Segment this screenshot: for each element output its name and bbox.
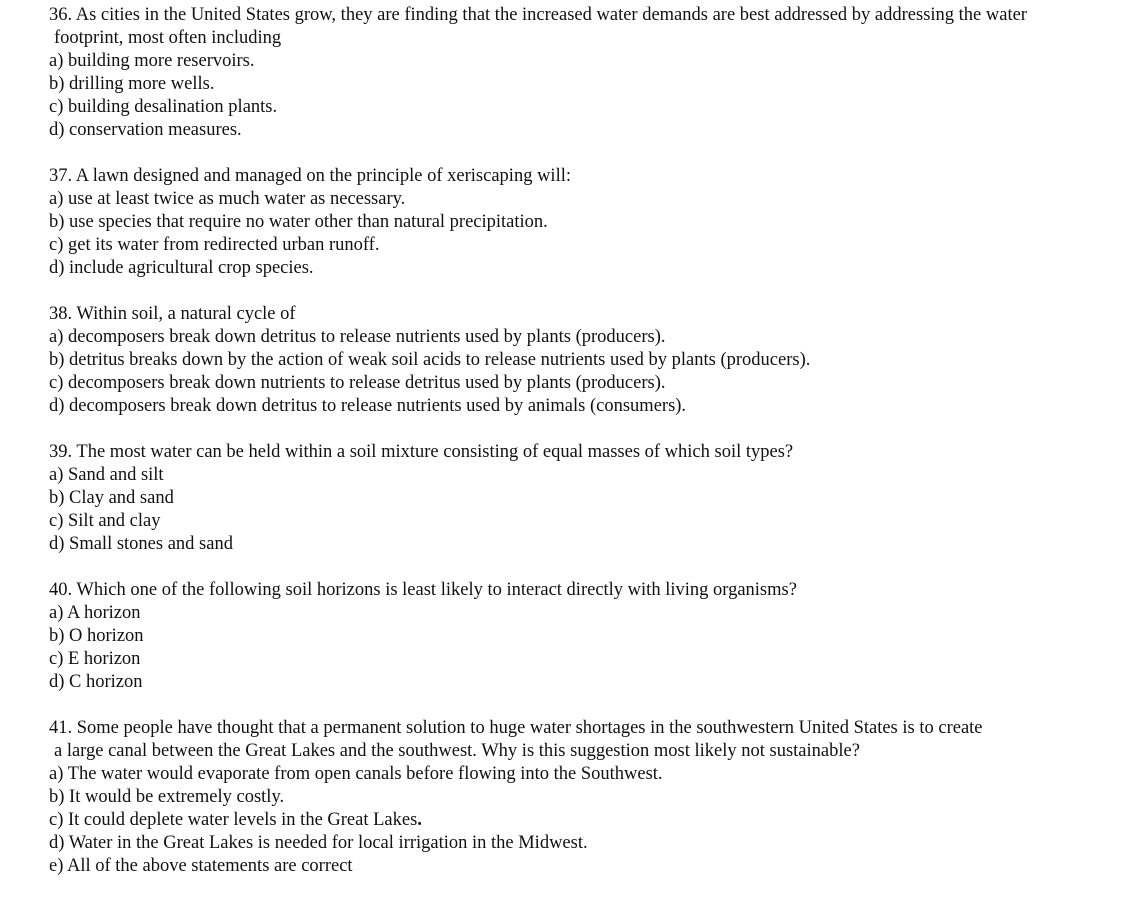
answer-option-c: c) decomposers break down nutrients to release detritus used by plants (producers). — [49, 373, 666, 393]
question-stem: 37. A lawn designed and managed on the principle of xeriscaping will: — [49, 166, 571, 186]
question-39 — [49, 441, 1129, 556]
question-stem: 38. Within soil, a natural cycle of — [49, 304, 296, 324]
document-page — [49, 4, 1129, 901]
answer-option-c: c) get its water from redirected urban runoff. — [49, 235, 380, 255]
question-37 — [49, 165, 1129, 280]
answer-option-e: e) All of the above statements are correct — [49, 856, 353, 876]
answer-option-a: a) The water would evaporate from open canals before flowing into the Southwest. — [49, 764, 663, 784]
answer-option-a: a) decomposers break down detritus to release nutrients used by plants (producers). — [49, 327, 666, 347]
question-stem: 39. The most water can be held within a soil mixture consisting of equal masses of which soil types? — [49, 442, 794, 462]
question-38 — [49, 303, 1129, 418]
answer-option-c: c) Silt and clay — [49, 511, 161, 531]
answer-option-a: a) building more reservoirs. — [49, 51, 255, 71]
question-stem: 41. Some people have thought that a permanent solution to huge water shortages in the southwestern United States is to create — [49, 718, 983, 738]
question-stem-continued: footprint, most often including — [54, 28, 282, 48]
question-41 — [49, 717, 1129, 878]
answer-option-b: b) use species that require no water other than natural precipitation. — [49, 212, 548, 232]
answer-option-d: d) Small stones and sand — [49, 534, 233, 554]
question-stem: 40. Which one of the following soil horizons is least likely to interact directly with living organisms? — [49, 580, 797, 600]
answer-option-d: d) C horizon — [49, 672, 143, 692]
answer-option-d: d) Water in the Great Lakes is needed for local irrigation in the Midwest. — [49, 833, 588, 853]
answer-option-c: c) E horizon — [49, 649, 141, 669]
question-stem-continued: a large canal between the Great Lakes and the southwest. Why is this suggestion most likely not sustainable? — [54, 741, 860, 761]
answer-option-a: a) Sand and silt — [49, 465, 164, 485]
question-stem: 36. As cities in the United States grow, they are finding that the increased water demands are best addressed by addressing the water — [49, 5, 1027, 25]
answer-option-c-period: . — [417, 810, 422, 830]
answer-option-d: d) decomposers break down detritus to release nutrients used by animals (consumers). — [49, 396, 687, 416]
answer-option-b: b) drilling more wells. — [49, 74, 215, 94]
answer-option-d: d) conservation measures. — [49, 120, 242, 140]
answer-option-b: b) detritus breaks down by the action of weak soil acids to release nutrients used by plants (producers). — [49, 350, 811, 370]
question-36 — [49, 4, 1129, 142]
answer-option-b: b) It would be extremely costly. — [49, 787, 285, 807]
answer-option-c — [49, 809, 1129, 832]
answer-option-c-text: c) It could deplete water levels in the Great Lakes — [49, 810, 418, 830]
answer-option-b: b) Clay and sand — [49, 488, 174, 508]
answer-option-c: c) building desalination plants. — [49, 97, 278, 117]
answer-option-a: a) use at least twice as much water as necessary. — [49, 189, 406, 209]
answer-option-d: d) include agricultural crop species. — [49, 258, 314, 278]
answer-option-a: a) A horizon — [49, 603, 141, 623]
answer-option-b: b) O horizon — [49, 626, 144, 646]
question-40 — [49, 579, 1129, 694]
